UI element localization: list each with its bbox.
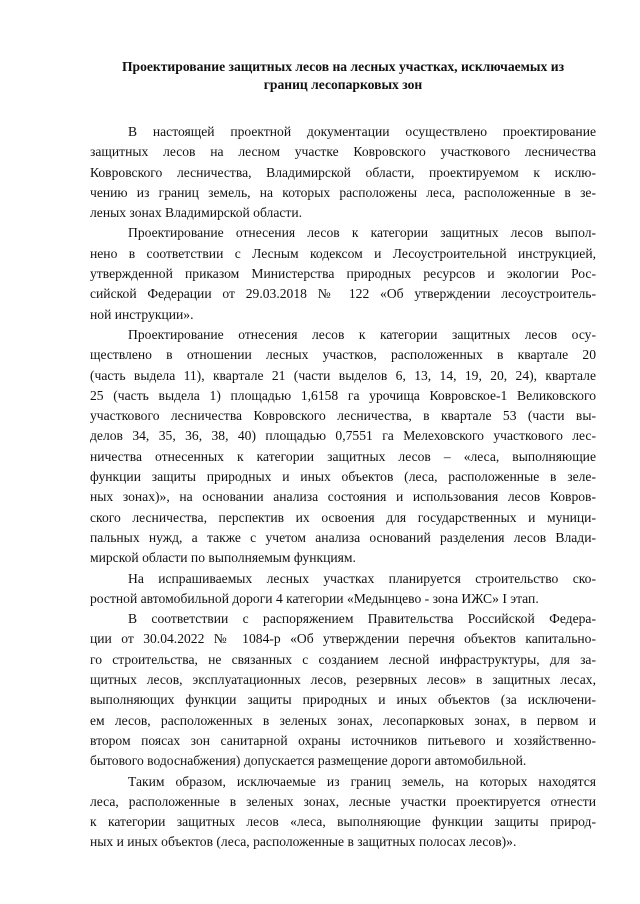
text-line: В настоящей проектной документации осуществлено проектирование: [128, 124, 596, 139]
text-line: ем лесов, расположенных в зеленых зонах, лесопарковых зонах, в первом и: [90, 712, 596, 728]
text-line: защитных лесов на лесном участке Ковровского участкового лесничества: [90, 144, 596, 160]
paragraph: [90, 325, 596, 569]
text-line: функции защиты природных и иных объектов (леса, расположенные в зеле-: [90, 469, 596, 485]
text-line: В соответствии с распоряжением Правительства Российской Федера-: [128, 611, 596, 627]
text-line: щитных лесов, эксплуатационных лесов, резервных лесов» в защитных лесах,: [90, 672, 596, 688]
paragraph: [90, 122, 596, 223]
text-line: ных и иных объектов (леса, расположенные в защитных полосах лесов)».: [90, 834, 517, 850]
text-line: Проектирование отнесения лесов к категории защитных лесов выпол-: [128, 225, 596, 241]
text-line: На испрашиваемых лесных участках планируется строительство ско-: [128, 570, 596, 586]
text-line: к категории защитных лесов «леса, выполняющие функции защиты природ-: [90, 814, 596, 830]
paragraph: [90, 223, 596, 324]
paragraph: [90, 569, 596, 610]
document-page: [90, 58, 596, 853]
text-line: ничества отнесенных к категории защитных лесов – «леса, выполняющие: [90, 448, 596, 464]
text-line: леных зонах Владимирской области.: [90, 205, 303, 221]
text-line: утвержденной приказом Министерства природных ресурсов и экологии Рос-: [90, 266, 596, 282]
document-body: [90, 122, 596, 853]
text-line: пальных нужд, а также с учетом анализа оснований разделения лесов Влади-: [90, 529, 596, 545]
text-line: ществлено в отношении лесных участков, расположенных в квартале 20: [90, 347, 596, 363]
document-title-line: границ лесопарковых зон: [263, 77, 423, 92]
paragraph: [90, 772, 596, 853]
text-line: Таким образом, исключаемые из границ земель, на которых находятся: [128, 773, 596, 789]
text-line: 25 (часть выдела 1) площадью 1,6158 га урочища Ковровское-1 Великовского: [90, 387, 596, 403]
text-line: сийской Федерации от 29.03.2018 № 122 «Об утверждении лесоустроитель-: [90, 286, 596, 302]
text-line: бытового водоснабжения) допускается размещение дороги автомобильной.: [90, 753, 527, 769]
paragraph: [90, 609, 596, 771]
text-line: Проектирование отнесения лесов к категории защитных лесов осу-: [128, 326, 596, 342]
text-line: участкового лесничества Ковровского лесничества, в квартале 53 (части вы-: [90, 408, 596, 424]
text-line: го строительства, не связанных с созданием лесной инфраструктуры, для за-: [90, 651, 596, 667]
text-line: втором поясах зон санитарной охраны источников питьевого и хозяйственно-: [90, 732, 596, 748]
text-line: выполняющих функции защиты природных и иных объектов (за исключени-: [90, 692, 596, 708]
text-line: мирской области по выполняемым функциям.: [90, 550, 356, 566]
document-title-line: Проектирование защитных лесов на лесных участках, исключаемых из: [121, 59, 565, 74]
document-title: [90, 58, 596, 94]
text-line: ского лесничества, перспектив их освоения для государственных и муници-: [90, 509, 596, 525]
text-line: делов 34, 35, 36, 38, 40) площадью 0,7551 га Мелеховского участкового лес-: [90, 428, 596, 444]
text-line: нено в соответствии с Лесным кодексом и Лесоустроительной инструкцией,: [90, 245, 596, 261]
text-line: ростной автомобильной дороги 4 категории «Медынцево - зона ИЖС» I этап.: [90, 590, 539, 606]
text-line: ной инструкции».: [90, 306, 194, 322]
text-line: ных зонах)», на основании анализа состояния и использования лесов Ковров-: [90, 489, 596, 505]
text-line: (часть выдела 11), квартале 21 (части выделов 6, 13, 14, 19, 20, 24), квартале: [90, 367, 596, 383]
text-line: ции от 30.04.2022 № 1084-р «Об утверждении перечня объектов капитально-: [90, 631, 596, 647]
text-line: Ковровского лесничества, Владимирской области, проектируемом к исклю-: [90, 164, 596, 180]
text-line: чению из границ земель, на которых расположены леса, расположенные в зе-: [90, 184, 596, 200]
text-line: леса, расположенные в зеленых зонах, лесные участки проектируется отнести: [90, 793, 596, 809]
